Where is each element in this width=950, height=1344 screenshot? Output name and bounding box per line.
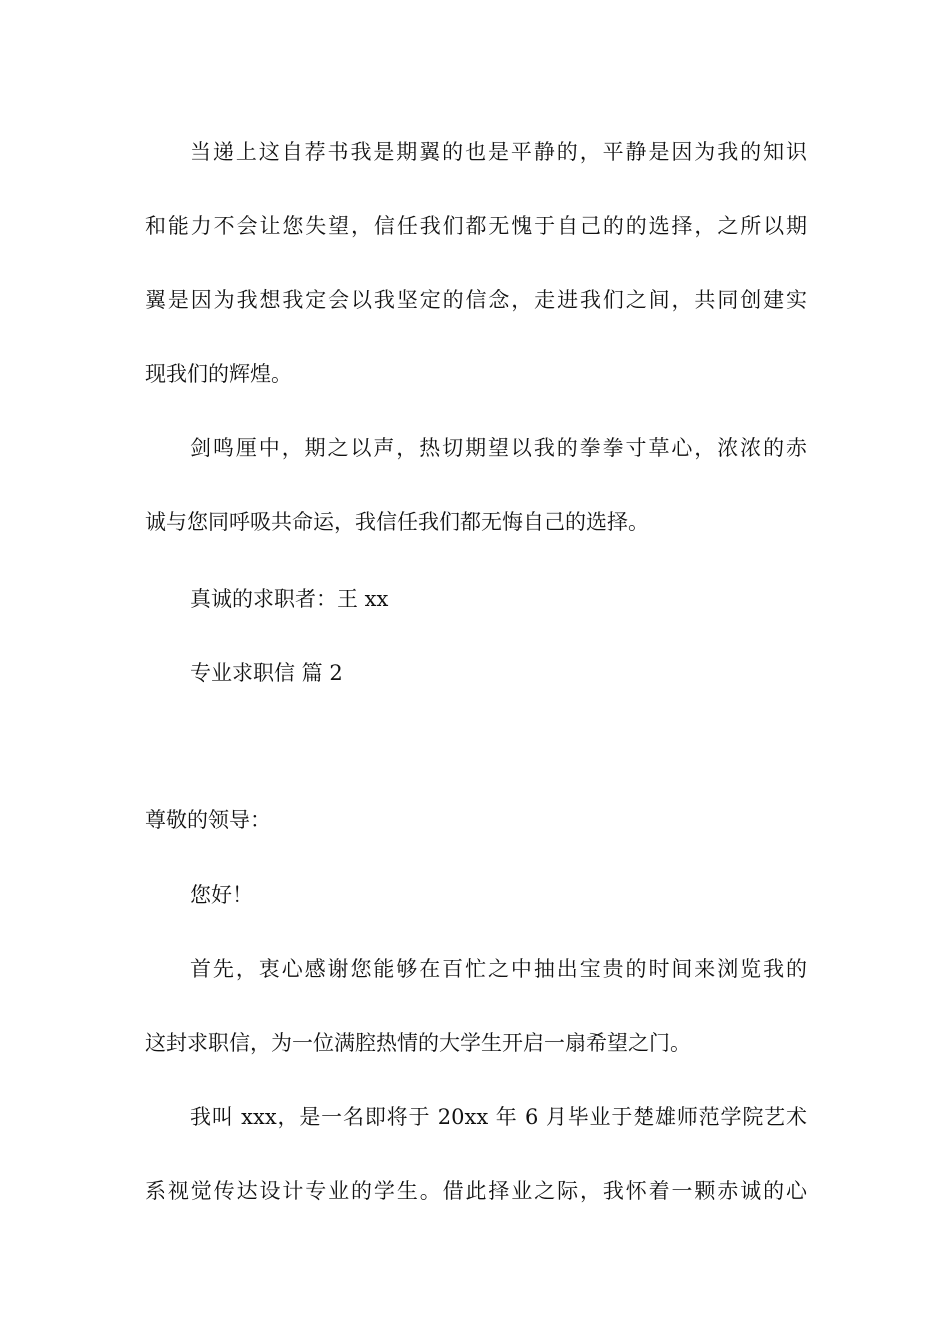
paragraph-2-line-2: 诚与您同呼吸共命运，我信任我们都无悔自己的选择。: [145, 510, 649, 534]
salutation: 尊敬的领导：: [145, 808, 271, 832]
paragraph-3-line-2: 这封求职信，为一位满腔热情的大学生开启一扇希望之门。: [145, 1031, 691, 1055]
paragraph-3-line-1: 首先，衷心感谢您能够在百忙之中抽出宝贵的时间来浏览我的: [190, 957, 807, 981]
signature-line: 真诚的求职者：王 xx: [190, 587, 389, 611]
paragraph-1-line-3: 翼是因为我想我定会以我坚定的信念，走进我们之间，共同创建实: [145, 288, 807, 312]
paragraph-4-line-1: 我叫 xxx，是一名即将于 20xx 年 6 月毕业于楚雄师范学院艺术: [190, 1105, 807, 1129]
paragraph-1-line-4: 现我们的辉煌。: [145, 362, 292, 386]
section-heading: 专业求职信 篇 2: [190, 661, 343, 685]
paragraph-1-line-1: 当递上这自荐书我是期翼的也是平静的，平静是因为我的知识: [190, 140, 807, 164]
paragraph-1-line-2: 和能力不会让您失望，信任我们都无愧于自己的的选择，之所以期: [145, 214, 807, 238]
greeting: 您好！: [190, 883, 253, 907]
paragraph-4-line-2: 系视觉传达设计专业的学生。借此择业之际，我怀着一颗赤诚的心: [145, 1179, 807, 1203]
paragraph-2-line-1: 剑鸣厘中，期之以声，热切期望以我的拳拳寸草心，浓浓的赤: [190, 436, 807, 460]
